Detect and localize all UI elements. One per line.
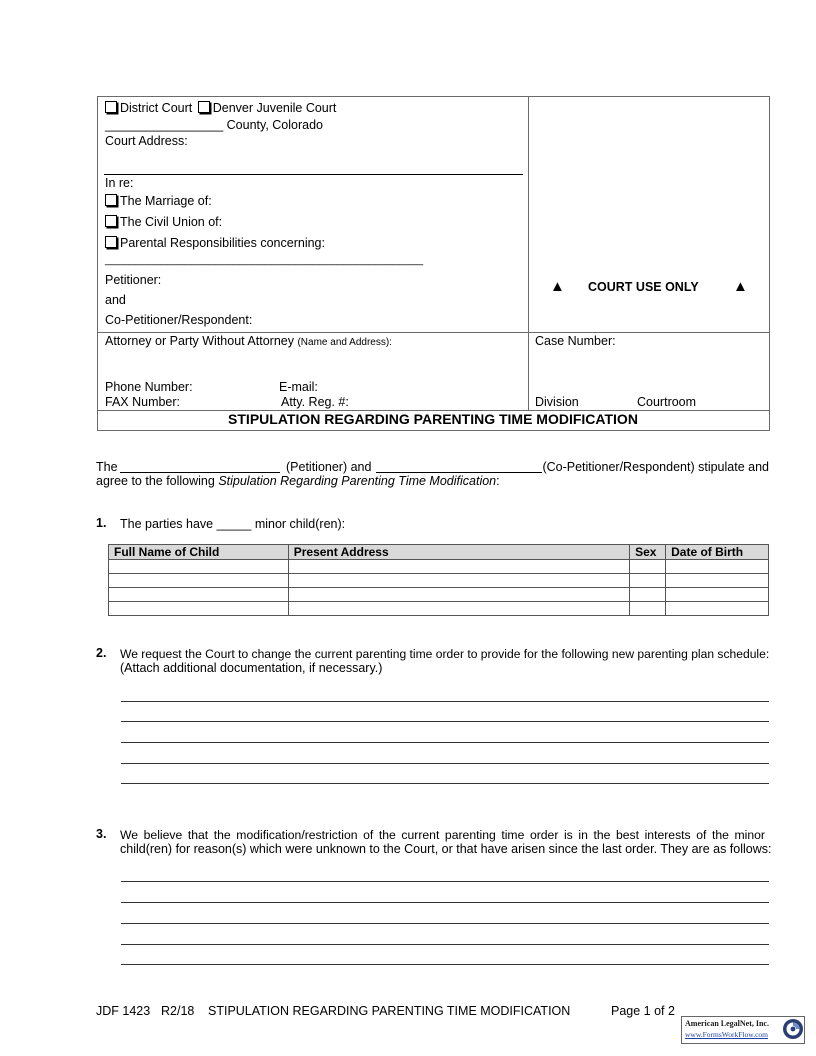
- item-1-text: The parties have _____ minor child(ren):: [120, 517, 346, 531]
- logo-swirl-icon: [782, 1018, 804, 1040]
- petitioner-name-blank[interactable]: [120, 472, 280, 473]
- courtroom-label: Courtroom: [637, 395, 697, 409]
- children-table-header: [109, 545, 769, 560]
- child-dob-cell[interactable]: [666, 560, 769, 574]
- civil-union-option: [105, 215, 222, 229]
- header-present-address: Present Address: [288, 545, 629, 560]
- table-row: [109, 602, 769, 616]
- item-3-write-line[interactable]: [121, 964, 769, 965]
- child-address-cell[interactable]: [288, 602, 629, 616]
- marriage-checkbox[interactable]: [105, 194, 117, 206]
- item-3-write-line[interactable]: [121, 944, 769, 945]
- court-use-only-label: COURT USE ONLY: [588, 280, 699, 294]
- child-sex-cell[interactable]: [630, 574, 666, 588]
- attorney-label: Attorney or Party Without Attorney: [105, 334, 294, 348]
- child-address-cell[interactable]: [288, 588, 629, 602]
- child-dob-cell[interactable]: [666, 588, 769, 602]
- petitioner-label: Petitioner:: [105, 273, 162, 287]
- child-address-cell[interactable]: [288, 560, 629, 574]
- item-3-write-line[interactable]: [121, 881, 769, 882]
- respondent-name-blank[interactable]: [376, 472, 542, 473]
- intro-line-2: [96, 474, 500, 488]
- table-row: [109, 560, 769, 574]
- table-row: [109, 588, 769, 602]
- case-number-label: Case Number:: [535, 334, 616, 348]
- marriage-label: The Marriage of:: [120, 194, 212, 208]
- footer-page: Page 1 of 2: [611, 1004, 675, 1018]
- intro-the: The: [96, 460, 118, 474]
- intro-stipulation-italic: Stipulation Regarding Parenting Time Modification: [218, 474, 497, 488]
- item-3-number: 3.: [96, 827, 107, 841]
- item-2-write-line[interactable]: [121, 742, 769, 743]
- table-row: [109, 574, 769, 588]
- legalnet-logo[interactable]: [681, 1016, 805, 1044]
- item-2-number: 2.: [96, 646, 107, 660]
- intro-agree: agree to the following: [96, 474, 219, 488]
- phone-label: Phone Number:: [105, 380, 193, 394]
- item-1-number: 1.: [96, 516, 107, 530]
- fax-label: FAX Number:: [105, 395, 181, 409]
- intro-colon: :: [496, 474, 500, 488]
- in-re-label: In re:: [105, 176, 134, 190]
- item-2-write-line[interactable]: [121, 783, 769, 784]
- child-sex-cell[interactable]: [630, 560, 666, 574]
- name-line[interactable]: ____________________________________________________: [105, 254, 424, 266]
- email-label: E-mail:: [279, 380, 318, 394]
- footer-title: STIPULATION REGARDING PARENTING TIME MODIFICATION: [208, 1004, 571, 1018]
- item-3-write-line[interactable]: [121, 902, 769, 903]
- court-options-row: [105, 101, 336, 115]
- co-petitioner-label: Co-Petitioner/Respondent:: [105, 313, 253, 327]
- item-3-write-line[interactable]: [121, 923, 769, 924]
- item-2-write-line[interactable]: [121, 763, 769, 764]
- county-line[interactable]: _________________ County, Colorado: [105, 118, 324, 132]
- parental-responsibilities-option: [105, 236, 325, 250]
- court-use-arrow-left: ▲: [550, 278, 565, 295]
- child-address-cell[interactable]: [288, 574, 629, 588]
- header-sex: Sex: [630, 545, 666, 560]
- district-court-label: District Court: [120, 101, 193, 115]
- form-title: STIPULATION REGARDING PARENTING TIME MODIFICATION: [228, 411, 638, 427]
- item-2-write-line[interactable]: [121, 701, 769, 702]
- attorney-label-row: [105, 334, 392, 348]
- child-sex-cell[interactable]: [630, 602, 666, 616]
- court-address-label: Court Address:: [105, 134, 188, 148]
- atty-reg-label: Atty. Reg. #:: [281, 395, 349, 409]
- civil-union-label: The Civil Union of:: [120, 215, 223, 229]
- item-3-line-1: We believe that the modification/restriction of the current parenting time order is in the best interests of the minor: [120, 828, 765, 842]
- child-dob-cell[interactable]: [666, 602, 769, 616]
- and-label: and: [105, 293, 126, 307]
- child-name-cell[interactable]: [109, 588, 289, 602]
- civil-union-checkbox[interactable]: [105, 215, 117, 227]
- footer-revision: R2/18: [161, 1004, 195, 1018]
- marriage-option: [105, 194, 212, 208]
- parental-responsibilities-label: Parental Responsibilities concerning:: [120, 236, 325, 250]
- intro-petitioner: (Petitioner) and: [286, 460, 372, 474]
- court-use-arrow-right: ▲: [733, 278, 748, 295]
- attorney-hint: (Name and Address):: [297, 337, 392, 348]
- intro-respondent: (Co-Petitioner/Respondent) stipulate and: [542, 460, 769, 474]
- denver-juvenile-court-checkbox[interactable]: [198, 101, 210, 113]
- logo-url[interactable]: www.FormsWorkFlow.com: [685, 1030, 769, 1039]
- item-2-write-line[interactable]: [121, 721, 769, 722]
- child-name-cell[interactable]: [109, 560, 289, 574]
- header-full-name: Full Name of Child: [109, 545, 289, 560]
- item-2-line-2: (Attach additional documentation, if necessary.): [120, 661, 383, 675]
- division-label: Division: [535, 395, 579, 409]
- item-3-line-2: child(ren) for reason(s) which were unknown to the Court, or that have arisen since the last order. They are as follows:: [120, 842, 772, 856]
- footer-form-code: JDF 1423: [96, 1004, 151, 1018]
- parental-responsibilities-checkbox[interactable]: [105, 236, 117, 248]
- district-court-checkbox[interactable]: [105, 101, 117, 113]
- child-sex-cell[interactable]: [630, 588, 666, 602]
- logo-company-name: American LegalNet, Inc.: [685, 1019, 769, 1028]
- child-name-cell[interactable]: [109, 602, 289, 616]
- denver-juvenile-court-label: Denver Juvenile Court: [212, 101, 337, 115]
- child-name-cell[interactable]: [109, 574, 289, 588]
- item-2-line-1: We request the Court to change the current parenting time order to provide for the following new parenting plan schedule:: [120, 647, 770, 661]
- caption-middle-line: [97, 332, 769, 333]
- header-date-of-birth: Date of Birth: [666, 545, 769, 560]
- caption-divider: [528, 96, 529, 410]
- children-table: [108, 544, 769, 616]
- child-dob-cell[interactable]: [666, 574, 769, 588]
- court-address-underline: [104, 174, 523, 175]
